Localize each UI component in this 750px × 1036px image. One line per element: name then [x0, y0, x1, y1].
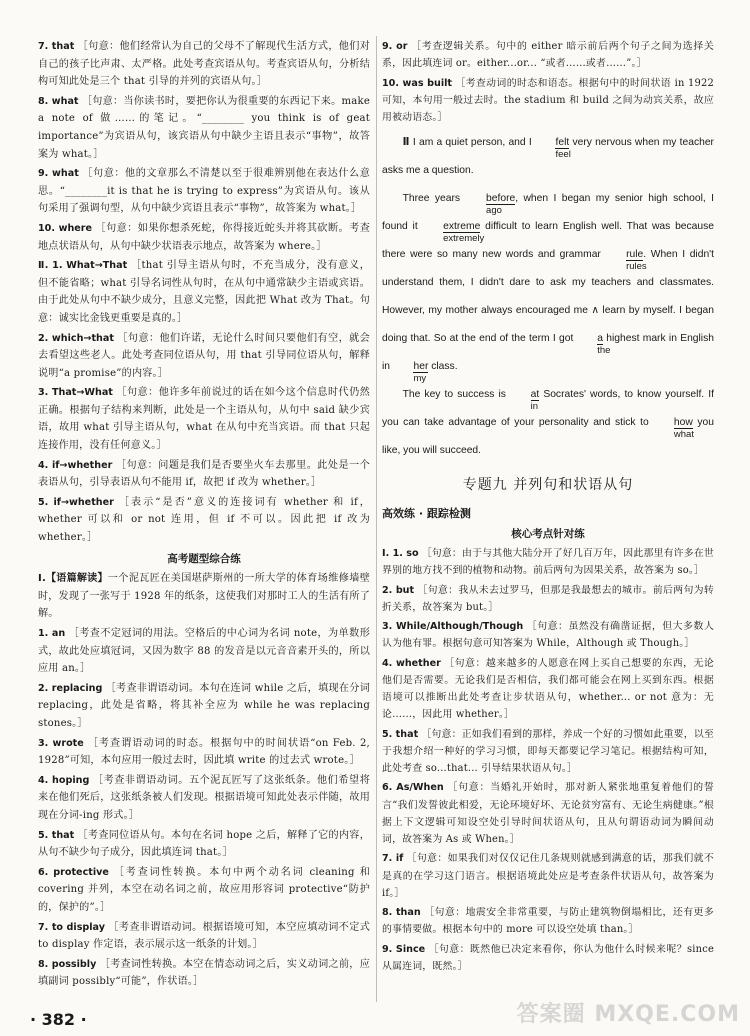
correction: a the [597, 333, 611, 357]
answer-item: 4. if→whether ［句意：问题是我们是否要坐火车去那里。此处是一个表语从句，引导表语从句不能用 if，故把 if 改为 whether。］ [38, 459, 370, 489]
answer-item: 10. where ［句意：如果你想杀死蛇，你得接近蛇头并将其砍断。考查地点状语从句，从句中缺少状语表示地点，故答案为 where。］ [38, 222, 370, 252]
answer-item: 7. to display ［考查非谓语动词。根据语境可知，本空应填动词不定式 to display 作定语，表示展示这一纸条的计划。］ [38, 921, 370, 951]
answer-item: 4. hoping ［考查非谓语动词。五个泥瓦匠写了这张纸条。他们希望将来在他们死后，这张纸条被人们发现。根据语境可知此处表示伴随，故用现在分词-ing 形式。］ [38, 774, 370, 821]
correction: at in [530, 389, 540, 413]
right-items-a [382, 38, 714, 126]
practice-subhead: 高效练 · 跟踪检测 [382, 506, 471, 520]
answer-item: 2. but ［句意：我从未去过罗马，但那是我最想去的城市。前后两句为转折关系，故答案为 but。］ [382, 584, 714, 613]
answer-item: 5. that ［句意：正如我们看到的那样，养成一个好的习惯如此重要，以至于我想介绍一种好的学习习惯，即每天都要记学习笔记。根据结构可知，此处考查 so...that... 引导结果状语从句。］ [382, 728, 715, 774]
essay-paragraph-2: Three years before ago , when I began my senior high school, I found it extreme extremely difficult to learn English well. That was because there were so many new words and grammar rule rules . When I didn't understand them, I didn't dare to ask my teachers and classmates. However, my mother always encouraged me ∧ learn by myself. I began doing that. So at the end of the term I got a the highest mark in English in her my class. [382, 185, 714, 381]
corrected-essay [382, 128, 714, 465]
answer-item: 9. Since ［句意：既然他已决定来看你，你认为他什么时候来呢？since 从属连词，既然。］ [382, 943, 714, 972]
chapter-title: 专题九 并列句和状语从句 [462, 477, 634, 494]
answer-item: 9. what ［句意：他的文章那么不清楚以至于很难辨别他在表达什么意思。“________it is that he is trying to express”为宾语从句。该从句采用了强调句型，从句中缺少宾语且表示“事物”，故答案为 what。］ [38, 168, 370, 215]
page-number: · 382 · [30, 1010, 87, 1029]
correction: rule rules [626, 249, 647, 273]
essay-paragraph-1: Ⅱ I am a quiet person, and I felt feel very nervous when my teacher asks me a question. [382, 128, 714, 185]
answer-item: 8. what ［句意：当你读书时，要把你认为很重要的东西记下来。make a note of 做……的笔记。“________ you think is of geat importance”为宾语从句，该宾语从句中缺少主语且表示“事物”，故答案为 what。］ [38, 95, 370, 160]
answer-item: 2. replacing ［考查非谓语动词。本句在连词 while 之后，填现在分词 replacing，此处是省略，将其补全应为 while he was replacing stones。］ [38, 682, 370, 729]
essay-paragraph-3: The key to success is at in Socrates' words, to know yourself. If you can take advantage of your personality and stick to how what you like, you will succeed. [382, 381, 714, 465]
answer-item: 6. As/When ［句意：当婚礼开始时，那对新人紧张地重复着他们的誓言“我们发誓彼此相爱，无论环境好坏、无论贫穷富有、无论生病健康。”根据上下文逻辑可知设空处引导时间状语从句，且从句谓语动词为瞬间动词，故答案为 As 或 When。］ [382, 782, 714, 845]
answer-item: 7. that ［句意：他们经常认为自己的父母不了解现代生活方式，他们对自己的孩子比声肃、太严格。此处考查宾语从句。考查宾语从句，分析结构可知此处是三个 that 引导的并列的宾语从句。］ [38, 41, 370, 88]
answer-item: 10. was built ［考查动词的时态和语态。根据句中的时间状语 in 1922 可知，本句用一般过去时。the stadium 和 build 之间为动宾关系，故应用被动语态。］ [382, 77, 714, 123]
correction: her my [413, 361, 429, 385]
answer-item: 3. wrote ［考查谓语动词的时态。根据句中的时间状语“on Feb. 2, 1928”可知，本句应用一般过去时，因此填 write 的过去式 wrote。］ [38, 737, 370, 767]
right-items-b [382, 545, 714, 975]
answer-item: Ⅱ. 1. What→That ［that 引导主语从句时，不充当成分，没有意义，但不能省略；what 引导名词性从句时，在从句中通常缺少主语或宾语。由于此处从句中不缺少成分，且意义完整，因此把 What 改为 That。句意：诚实比金钱更重要是真的。］ [38, 260, 370, 324]
column-divider [376, 36, 377, 1002]
answer-item: 1. an ［考查不定冠词的用法。空格后的中心词为名词 note，为单数形式，故此处应填冠词，又因为数字 88 的发音是以元音音素开头的，所以应用 an。］ [38, 628, 370, 675]
correction: extreme extremely [443, 221, 485, 245]
answer-item: 3. That→What ［句意：他许多年前说过的话在如今这个信息时代仍然正确。根据句子结构来判断，此处是一个主语从句，从句中 said 缺少宾语，故用 what 引导主语从句，what 在从句中充当宾语。而 that 只起连接作用，没有任何意义。］ [38, 387, 370, 452]
answer-item: 6. protective ［考查词性转换。本句中两个动名词 cleaning 和 covering 并列，本空在动名词之前，故应用形容词 protective“防护的，保护的”。］ [38, 866, 371, 913]
answer-item: 5. if→whether ［表示“是否”意义的连接词有 whether 和 if，whether 可以和 or not 连用，但 if 不可以。因此把 if 改为 whether。］ [38, 496, 371, 544]
left-items-b [38, 257, 370, 547]
insertion-caret: ∧ [591, 305, 599, 317]
left-column [38, 38, 370, 993]
answer-item: 2. which→that ［句意：他们许诺，无论什么时间只要他们有空，就会去看望这些老人。此处考查同位语从句，用 that 引导同位语从句，解释说明“a promise”的内容。］ [38, 332, 370, 379]
right-column [382, 38, 714, 977]
answer-item: 7. if ［句意：如果我们对仅仅记住几条规则就感到满意的话，那我们就不是真的在学习这门语言。根据语境此处应是考查条件状语从句，故答案为 if。］ [382, 853, 715, 899]
answer-item: 3. While/Although/Though ［句意：虽然没有确凿证据，但大多数人认为他有罪。根据句意可知答案为 While，Although 或 Though。］ [382, 621, 715, 650]
left-items-a [38, 38, 370, 255]
left-items-c [38, 625, 370, 991]
comprehensive-practice-title: 高考题型综合练 [167, 552, 241, 565]
correction: how what [673, 417, 694, 441]
passage-summary: Ⅰ.【语篇解读】一个泥瓦匠在美国堪萨斯州的一所大学的体育场维修墙壁时，发现了一张写于 1928 年的纸条，这使我们对那时工人的生活有所了解。 [38, 573, 370, 620]
section-title: 核心考点针对练 [511, 527, 585, 540]
answer-item: Ⅰ. 1. so ［句意：由于与其他大陆分开了好几百万年，因此那里有许多在世界别的地方找不到的植物和动物。前后两句为因果关系，故答案为 so。］ [382, 548, 715, 577]
answer-item: 8. than ［句意：地震安全非常重要，与防止建筑物倒塌相比，还有更多的事情要做。根据本句中的 more 可以设空处填 than。］ [382, 907, 714, 936]
answer-item: 8. possibly ［考查词性转换。本空在情态动词之后，实义动词之前，应填副词 possibly“可能”，作状语。］ [38, 958, 370, 988]
correction: felt feel [555, 137, 571, 161]
answer-item: 9. or ［考查逻辑关系。句中的 either 暗示前后两个句子之间为选择关系，因此填连词 or。either...or... “或者……或者……”。］ [382, 41, 715, 70]
watermark: 答案圈 MXQE.COM [516, 1002, 740, 1027]
answer-item: 5. that ［考查同位语从句。本句在名词 hope 之后，解释了它的内容，从句不缺少句子成分，因此填连词 that。］ [38, 829, 370, 859]
answer-item: 4. whether ［句意：越来越多的人愿意在网上买自己想要的东西，无论他们是否需要。无论我们是否相信，我们都可能会在网上买到东西。根据语境可以推断出此处考查让步状语从句，whether... or not 意为：无论……，因此用 whether。］ [382, 657, 715, 721]
correction: before ago [486, 193, 516, 217]
